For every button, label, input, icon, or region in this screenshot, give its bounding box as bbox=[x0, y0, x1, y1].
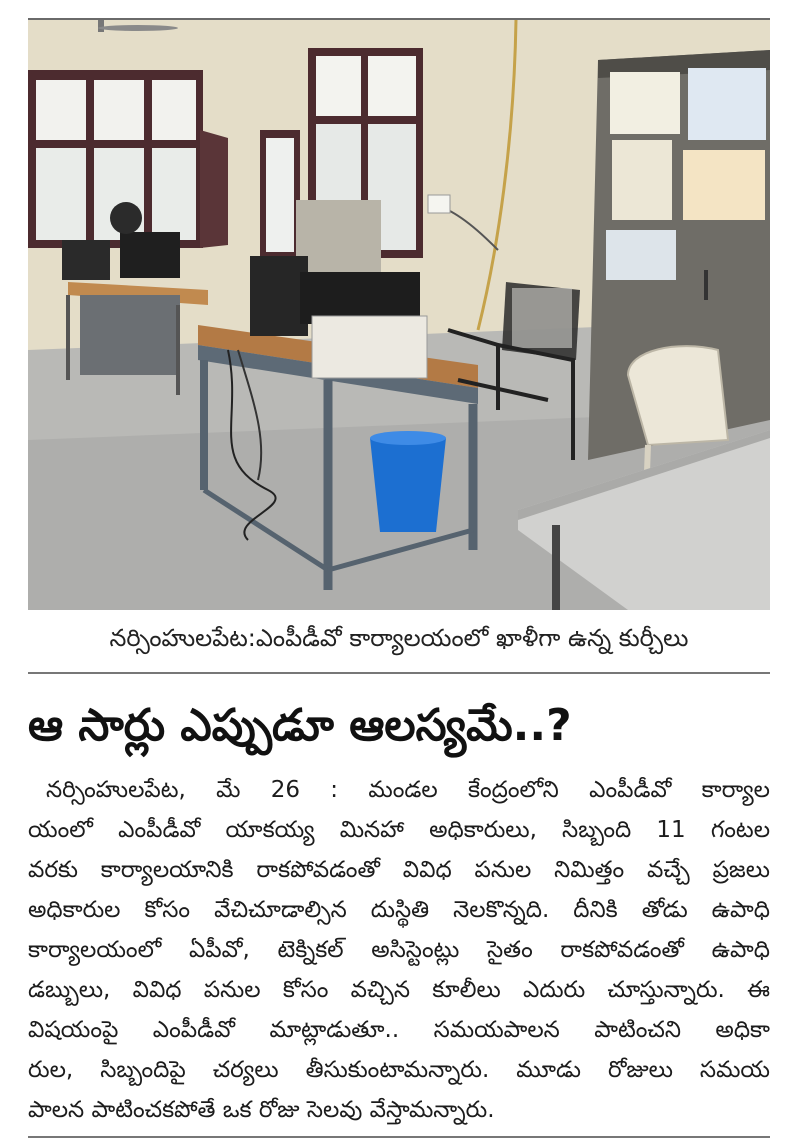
article-bottom-divider bbox=[28, 1136, 770, 1138]
article-line: అధికారుల కోసం వేచిచూడాల్సిన దుస్థితి నెలకొన్నది. దీనికి తోడు ఉపాధి bbox=[28, 897, 770, 923]
article-line: వరకు కార్యాలయానికి రాకపోవడంతో వివిధ పనుల నిమిత్తం వచ్చే ప్రజలు bbox=[28, 857, 770, 883]
article-headline: ఆ సార్లు ఎప్పుడూ ఆలస్యమే..? bbox=[28, 700, 572, 751]
article-body bbox=[28, 770, 770, 1130]
article-line: రుల, సిబ్బందిపై చర్యలు తీసుకుంటామన్నారు. మూడు రోజులు సమయ bbox=[28, 1057, 770, 1083]
article-line: విషయంపై ఎంపీడీవో మాట్లాడుతూ.. సమయపాలన పాటించని అధికా bbox=[28, 1017, 770, 1043]
photo-caption: నర్సింహులపేట:ఎంపీడీవో కార్యాలయంలో ఖాళీగా ఉన్న కుర్చీలు bbox=[109, 624, 689, 652]
office-photo-illustration bbox=[28, 20, 770, 610]
article-line: నర్సింహులపేట, మే 26 : మండల కేంద్రంలోని ఎంపీడీవో కార్యాల bbox=[46, 777, 770, 803]
caption-divider bbox=[28, 672, 770, 674]
article-line: డబ్బులు, వివిధ పనుల కోసం వచ్చిన కూలీలు ఎదురు చూస్తున్నారు. ఈ bbox=[28, 977, 770, 1003]
article-line: యంలో ఎంపీడీవో యాకయ్య మినహా అధికారులు, సిబ్బంది 11 గంటల bbox=[28, 817, 770, 843]
article-line: కార్యాలయంలో ఏపీవో, టెక్నికల్ అసిస్టెంట్లు సైతం రాకపోవడంతో ఉపాధి bbox=[28, 937, 770, 963]
news-photo bbox=[28, 18, 770, 610]
article-line: పాలన పాటించకపోతే ఒక రోజు సెలవు వేస్తామన్నారు. bbox=[28, 1097, 495, 1123]
